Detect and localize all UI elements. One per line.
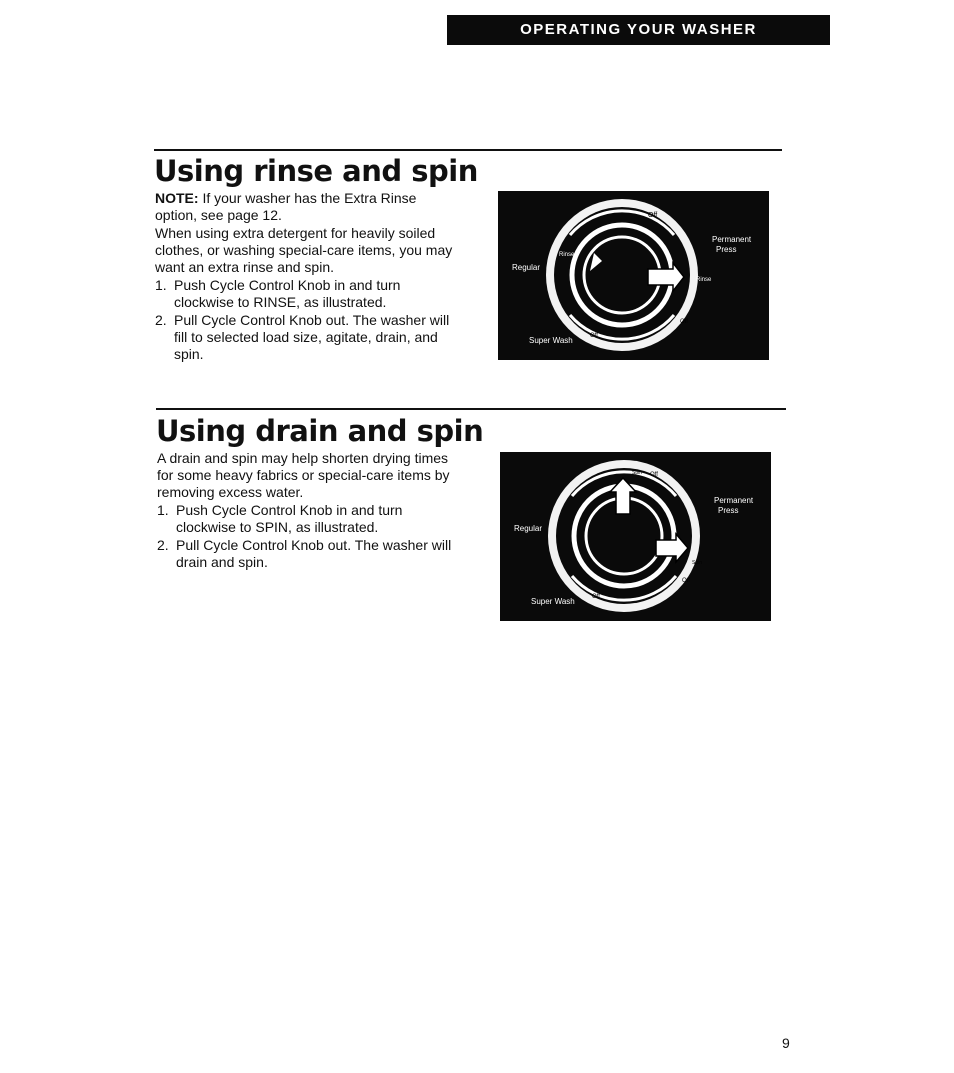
step-text: Pull Cycle Control Knob out. The washer will fill to selected load size, agitate, drain, and spin. (174, 312, 450, 362)
drain-dial-illustration (500, 452, 771, 621)
step-text: Push Cycle Control Knob in and turn clockwise to RINSE, as illustrated. (174, 277, 401, 310)
section-rule-rinse (154, 149, 782, 151)
rinse-intro: When using extra detergent for heavily soiled clothes, or washing special-care items, you may want an extra rinse and spin. (155, 225, 453, 275)
rinse-note (155, 190, 455, 224)
rinse-dial-illustration (498, 191, 769, 360)
drain-body (157, 450, 462, 572)
rinse-step-2 (155, 312, 455, 363)
rinse-step-1 (155, 277, 455, 311)
dial-label-press: Press (718, 506, 739, 515)
note-label: NOTE: (155, 190, 199, 206)
rinse-dial-svg (498, 191, 769, 360)
note-text: If your washer has the Extra Rinse option, see page 12. (155, 190, 417, 223)
dial-label-press: Press (716, 245, 737, 254)
dial-label-permanent: Permanent (712, 235, 752, 244)
drain-dial-svg (500, 452, 771, 621)
dial-label-rinse-right: Rinse (696, 277, 712, 283)
dial-label-off-bottom: Off (592, 594, 600, 600)
section-banner: OPERATING YOUR WASHER (447, 15, 830, 45)
step-number: 1. (157, 502, 169, 518)
rinse-steps (155, 277, 455, 363)
dial-label-spin-top: Spin (632, 470, 643, 476)
step-number: 1. (155, 277, 167, 293)
dial-label-off-top: Off (650, 472, 658, 478)
step-number: 2. (157, 537, 169, 553)
step-text: Pull Cycle Control Knob out. The washer will drain and spin. (176, 537, 452, 570)
dial-label-off-right: Off (682, 578, 690, 584)
dial-label-super-wash: Super Wash (529, 336, 573, 345)
dial-label-off-lower: Off (590, 333, 598, 339)
page-number: 9 (782, 1035, 790, 1051)
dial-label-off-right: Off (680, 319, 688, 325)
dial-label-permanent: Permanent (714, 496, 754, 505)
dial-label-super-wash: Super Wash (531, 597, 575, 606)
step-number: 2. (155, 312, 167, 328)
dial-label-spin-right: Spin (692, 560, 703, 566)
dial-label-rinse-left: Rinse (559, 252, 575, 258)
dial-label-regular: Regular (514, 524, 543, 533)
heading-drain-and-spin: Using drain and spin (156, 414, 484, 448)
dial-label-off-top: Off (648, 212, 658, 219)
heading-rinse-and-spin: Using rinse and spin (154, 154, 478, 188)
rinse-body (155, 190, 455, 364)
drain-step-2 (157, 537, 462, 571)
drain-step-1 (157, 502, 462, 536)
drain-intro: A drain and spin may help shorten drying times for some heavy fabrics or special-care items by removing excess water. (157, 450, 450, 500)
dial-label-regular: Regular (512, 263, 541, 272)
step-text: Push Cycle Control Knob in and turn clockwise to SPIN, as illustrated. (176, 502, 403, 535)
drain-steps (157, 502, 462, 571)
section-rule-drain (156, 408, 786, 410)
